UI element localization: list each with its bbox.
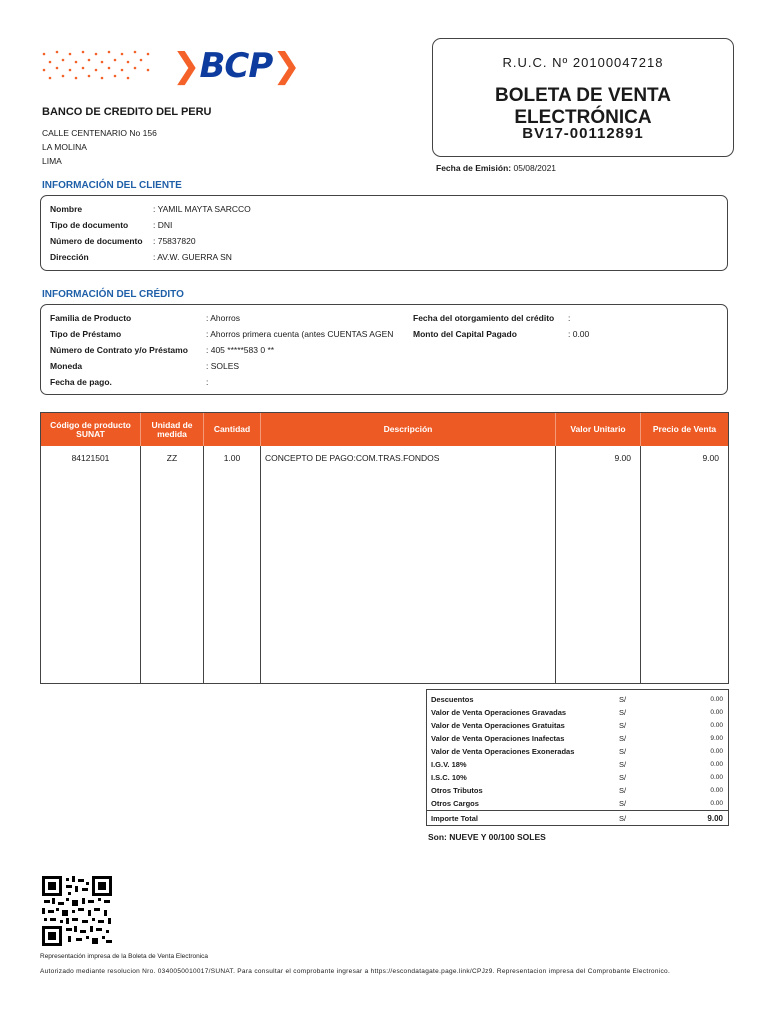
bcp-logo xyxy=(172,41,300,91)
currency-symbol: S/ xyxy=(619,786,627,795)
currency-symbol: S/ xyxy=(619,721,627,730)
totals-box xyxy=(426,689,729,826)
logo-text: BCP xyxy=(199,46,273,86)
totals-line xyxy=(431,745,725,758)
document-title: BOLETA DE VENTA ELECTRÓNICA xyxy=(495,85,671,128)
currency-symbol: S/ xyxy=(619,760,627,769)
credit-field-value: : SOLES xyxy=(206,361,240,371)
issue-date xyxy=(436,163,556,173)
credit-field-label: Fecha de pago. xyxy=(50,377,112,387)
column-header: Valor Unitario xyxy=(570,424,626,434)
item-price: 9.00 xyxy=(702,453,719,463)
client-field-value: : DNI xyxy=(153,220,173,230)
totals-line xyxy=(431,719,725,732)
client-field-value: : YAMIL MAYTA SARCCO xyxy=(153,204,251,214)
totals-label: I.G.V. 18% xyxy=(431,760,467,769)
totals-value: 0.00 xyxy=(710,709,723,716)
credit-field-label: Tipo de Préstamo xyxy=(50,329,122,339)
totals-label: Valor de Venta Operaciones Inafectas xyxy=(431,734,565,743)
credit-field-value: : xyxy=(206,377,209,387)
totals-label: Otros Cargos xyxy=(431,799,479,808)
address-line: LIMA xyxy=(42,156,62,166)
logo-chevron-right-icon: ❯ xyxy=(272,46,300,86)
qr-code-icon xyxy=(42,876,112,946)
item-unit: ZZ xyxy=(166,453,178,463)
total-value: 9.00 xyxy=(707,814,723,823)
bcp-logo-dots xyxy=(40,50,152,80)
totals-line xyxy=(431,693,725,706)
totals-line xyxy=(431,784,725,797)
client-info-box xyxy=(40,195,728,271)
totals-line xyxy=(431,771,725,784)
issue-date-label: Fecha de Emisión: xyxy=(436,163,512,173)
bank-name: BANCO DE CREDITO DEL PERU xyxy=(42,106,212,118)
currency-symbol: S/ xyxy=(619,773,627,782)
totals-line xyxy=(431,797,725,810)
column-header: Precio de Venta xyxy=(652,424,717,434)
currency-symbol: S/ xyxy=(619,695,627,704)
totals-value: 0.00 xyxy=(710,722,723,729)
totals-label: Descuentos xyxy=(431,695,474,704)
totals-label: Valor de Venta Operaciones Gravadas xyxy=(431,708,567,717)
totals-line xyxy=(431,758,725,771)
totals-value: 0.00 xyxy=(710,787,723,794)
totals-value: 0.00 xyxy=(710,800,723,807)
totals-label: Valor de Venta Operaciones Exoneradas xyxy=(431,747,575,756)
totals-line xyxy=(431,706,725,719)
client-field-value: : 75837820 xyxy=(153,236,196,246)
credit-field-label: Familia de Producto xyxy=(50,313,132,323)
client-field-label: Nombre xyxy=(50,204,83,214)
credit-section-title: INFORMACIÓN DEL CRÉDITO xyxy=(42,289,184,300)
totals-value: 0.00 xyxy=(710,761,723,768)
address-line: CALLE CENTENARIO No 156 xyxy=(42,128,157,138)
credit-field-label: Fecha del otorgamiento del crédito xyxy=(413,313,555,323)
credit-field-value: : Ahorros primera cuenta (antes CUENTAS AGEN xyxy=(206,329,394,339)
currency-symbol: S/ xyxy=(619,799,627,808)
client-section-title: INFORMACIÓN DEL CLIENTE xyxy=(42,180,182,191)
item-unit-value: 9.00 xyxy=(614,453,631,463)
credit-field-label: Moneda xyxy=(50,361,83,371)
column-header: Unidad de medida xyxy=(151,419,193,439)
credit-info-box xyxy=(40,304,728,395)
column-header: Código de producto SUNAT xyxy=(50,419,131,439)
total-label: Importe Total xyxy=(431,814,478,823)
totals-label: Otros Tributos xyxy=(431,786,483,795)
address-line: LA MOLINA xyxy=(42,142,87,152)
item-description: CONCEPTO DE PAGO:COM.TRAS.FONDOS xyxy=(265,453,440,463)
credit-field-value: : Ahorros xyxy=(206,313,241,323)
client-field-label: Tipo de documento xyxy=(50,220,129,230)
ruc-number: R.U.C. Nº 20100047218 xyxy=(502,55,664,70)
document-number: BV17-00112891 xyxy=(522,125,644,142)
credit-field-value: : 405 *****583 0 ** xyxy=(206,345,275,355)
currency-symbol: S/ xyxy=(619,814,627,823)
item-code: 84121501 xyxy=(71,453,110,463)
column-header: Cantidad xyxy=(213,424,251,434)
totals-value: 0.00 xyxy=(710,774,723,781)
footer-representation: Representación impresa de la Boleta de Venta Electronica xyxy=(40,953,209,960)
currency-symbol: S/ xyxy=(619,747,627,756)
credit-field-value: : xyxy=(568,313,571,323)
client-field-value: : AV.W. GUERRA SN xyxy=(153,252,232,262)
totals-label: I.S.C. 10% xyxy=(431,773,467,782)
totals-label: Valor de Venta Operaciones Gratuitas xyxy=(431,721,565,730)
document-header-box xyxy=(432,38,734,157)
footer-authorization: Autorizado mediante resolucion Nro. 0340050010017/SUNAT. Para consultar el comprobante ingresar a https://escondatagate.page.link/CPJz9. Representacion impresa del Comprobante Electronico. xyxy=(40,968,671,975)
credit-field-value: : 0.00 xyxy=(568,329,590,339)
column-header: Descripción xyxy=(383,424,433,434)
issue-date-value: 05/08/2021 xyxy=(513,163,557,173)
totals-value: 9.00 xyxy=(710,735,723,742)
item-quantity: 1.00 xyxy=(223,453,241,463)
logo-chevron-left-icon: ❯ xyxy=(172,46,200,86)
client-field-label: Dirección xyxy=(50,252,89,262)
currency-symbol: S/ xyxy=(619,734,627,743)
currency-symbol: S/ xyxy=(619,708,627,717)
totals-value: 0.00 xyxy=(710,696,723,703)
credit-field-label: Monto del Capital Pagado xyxy=(413,329,517,339)
amount-in-words: Son: NUEVE Y 00/100 SOLES xyxy=(428,832,546,842)
credit-field-label: Número de Contrato y/o Préstamo xyxy=(50,345,188,355)
totals-value: 0.00 xyxy=(710,748,723,755)
total-line xyxy=(431,812,725,825)
totals-line xyxy=(431,732,725,745)
client-field-label: Número de documento xyxy=(50,236,143,246)
items-table xyxy=(40,412,729,684)
